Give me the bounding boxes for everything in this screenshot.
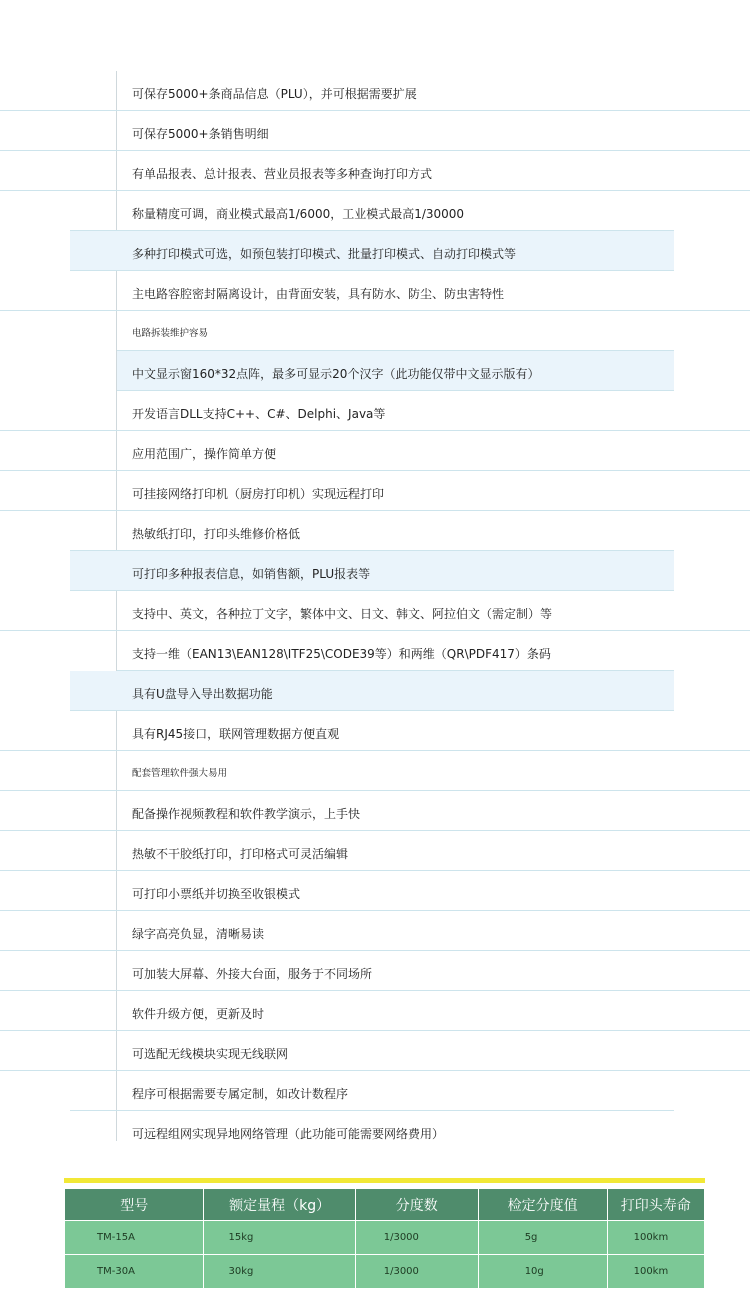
feature-item (0, 871, 750, 911)
header-capacity: 额定量程（kg） (204, 1189, 355, 1221)
feature-text: 称量精度可调，商业模式最高1/6000，工业模式最高1/30000 (132, 207, 465, 221)
feature-text: 支持中、英文，各种拉丁文字，繁体中文、日文、韩文、阿拉伯文（需定制）等 (132, 607, 553, 621)
feature-item (0, 711, 750, 751)
cell-printhead-life: 100km (607, 1255, 704, 1289)
cell-model: TM-30A (65, 1255, 204, 1289)
feature-text: 可加装大屏幕、外接大台面，服务于不同场所 (132, 967, 373, 981)
table-row (65, 1221, 705, 1255)
feature-item (70, 551, 674, 591)
feature-text: 绿字高亮负显，清晰易读 (132, 927, 265, 941)
feature-item (70, 671, 674, 711)
feature-text: 中文显示窗160*32点阵，最多可显示20个汉字（此功能仅带中文显示版有） (132, 367, 540, 381)
feature-item (0, 391, 750, 431)
feature-text: 可远程组网实现异地网络管理（此功能可能需要网络费用） (132, 1127, 445, 1141)
cell-verification-interval: 5g (478, 1221, 607, 1255)
feature-item (0, 831, 750, 871)
feature-item (0, 1111, 750, 1150)
cell-divisions: 1/3000 (355, 1255, 478, 1289)
feature-text: 有单品报表、总计报表、营业员报表等多种查询打印方式 (132, 167, 433, 181)
feature-item (0, 951, 750, 991)
feature-text: 程序可根据需要专属定制，如改计数程序 (132, 1087, 349, 1101)
feature-text: 应用范围广，操作简单方便 (132, 447, 277, 461)
spec-header-row (65, 1189, 705, 1221)
cell-model: TM-15A (65, 1221, 204, 1255)
feature-text: 电路拆装维护容易 (132, 328, 209, 339)
cell-printhead-life: 100km (607, 1221, 704, 1255)
cell-verification-interval: 10g (478, 1255, 607, 1289)
feature-text: 热敏纸打印，打印头维修价格低 (132, 527, 301, 541)
feature-text: 具有RJ45接口，联网管理数据方便直观 (132, 727, 340, 741)
header-divisions: 分度数 (355, 1189, 478, 1221)
feature-item (0, 431, 750, 471)
feature-text: 配套管理软件强大易用 (132, 768, 228, 779)
header-verification-interval: 检定分度值 (478, 1189, 607, 1221)
feature-list (0, 71, 750, 1150)
feature-text: 开发语言DLL支持C++、C#、Delphi、Java等 (132, 407, 386, 421)
feature-text: 可挂接网络打印机（厨房打印机）实现远程打印 (132, 487, 385, 501)
feature-text: 配备操作视频教程和软件教学演示，上手快 (132, 807, 361, 821)
feature-item (70, 191, 674, 231)
feature-text: 软件升级方便，更新及时 (132, 1007, 265, 1021)
feature-text: 多种打印模式可选，如预包装打印模式、批量打印模式、自动打印模式等 (132, 247, 517, 261)
cell-capacity: 30kg (204, 1255, 355, 1289)
feature-text: 支持一维（EAN13\EAN128\ITF25\CODE39等）和两维（QR\PDF417）条码 (132, 647, 551, 661)
feature-item (117, 351, 674, 391)
cell-divisions: 1/3000 (355, 1221, 478, 1255)
feature-item (70, 231, 674, 271)
header-model: 型号 (65, 1189, 204, 1221)
accent-divider (64, 1178, 705, 1183)
feature-text: 可打印多种报表信息，如销售额，PLU报表等 (132, 567, 371, 581)
feature-item (70, 511, 674, 551)
feature-item (117, 311, 674, 351)
feature-item (117, 631, 674, 671)
feature-text: 可保存5000+条销售明细 (132, 127, 269, 141)
feature-item (0, 911, 750, 951)
feature-text: 可选配无线模块实现无线联网 (132, 1047, 289, 1061)
table-row (65, 1255, 705, 1289)
feature-item (0, 271, 750, 311)
feature-item (0, 591, 750, 631)
feature-text: 主电路容腔密封隔离设计，由背面安装，具有防水、防尘、防虫害特性 (132, 287, 505, 301)
cell-capacity: 15kg (204, 1221, 355, 1255)
feature-item (0, 1031, 750, 1071)
feature-item (0, 991, 750, 1031)
feature-item (0, 71, 750, 111)
feature-item (0, 751, 750, 791)
feature-item (0, 151, 750, 191)
feature-item (70, 1071, 674, 1111)
feature-item (0, 791, 750, 831)
feature-text: 热敏不干胶纸打印，打印格式可灵活编辑 (132, 847, 349, 861)
header-printhead-life: 打印头寿命 (607, 1189, 704, 1221)
feature-text: 可保存5000+条商品信息（PLU），并可根据需要扩展 (132, 87, 417, 101)
feature-item (0, 111, 750, 151)
spec-table (64, 1188, 705, 1289)
feature-text: 可打印小票纸并切换至收银模式 (132, 887, 301, 901)
feature-item (0, 471, 750, 511)
feature-text: 具有U盘导入导出数据功能 (132, 687, 273, 701)
